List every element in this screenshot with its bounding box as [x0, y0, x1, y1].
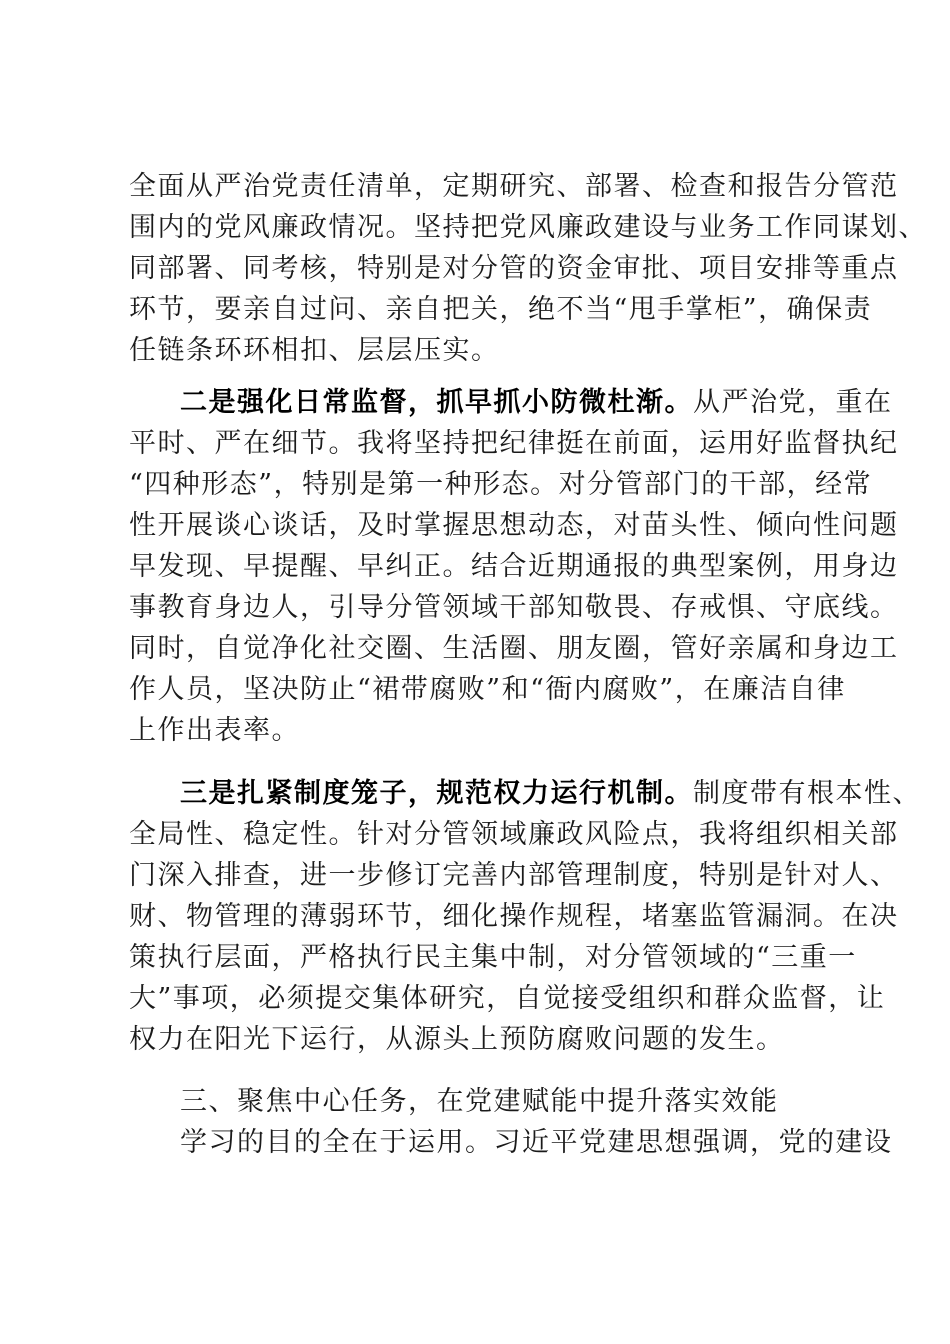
paragraph-heading: 三是扎紧制度笼子，规范权力运行机制。 [180, 778, 693, 809]
text-run: 制度带有根本性、 [693, 778, 921, 809]
text-line: 环节，要亲自过问、亲自把关，绝不当“甩手掌柜”，确保责 [129, 294, 873, 325]
text-run: 从严治党，重在 [693, 387, 893, 418]
text-line: 财、物管理的薄弱环节，细化操作规程，堵塞监管漏洞。在决 [129, 901, 899, 932]
paragraph-first-line [180, 384, 893, 422]
paragraph-first-line [180, 775, 921, 813]
text-line: 任链条环环相扣、层层压实。 [129, 335, 500, 366]
section-heading: 三、聚焦中心任务，在党建赋能中提升落实效能 [180, 1086, 779, 1117]
paragraph-heading: 二是强化日常监督，抓早抓小防微杜渐。 [180, 387, 693, 418]
text-line: 同时，自觉净化社交圈、生活圈、朋友圈，管好亲属和身边工 [129, 633, 899, 664]
text-line: 同部署、同考核，特别是对分管的资金审批、项目安排等重点 [129, 253, 899, 284]
text-line: 权力在阳光下运行，从源头上预防腐败问题的发生。 [129, 1024, 785, 1055]
text-line: 早发现、早提醒、早纠正。结合近期通报的典型案例，用身边 [129, 551, 899, 582]
text-line: 性开展谈心谈话，及时掌握思想动态，对苗头性、倾向性问题 [129, 510, 899, 541]
text-line: 事教育身边人，引导分管领域干部知敬畏、存戒惧、守底线。 [129, 592, 899, 623]
text-line: 大”事项，必须提交集体研究，自觉接受组织和群众监督，让 [129, 983, 886, 1014]
text-line: 上作出表率。 [129, 715, 300, 746]
text-line: 全局性、稳定性。针对分管领域廉政风险点，我将组织相关部 [129, 819, 899, 850]
text-line: 学习的目的全在于运用。习近平党建思想强调，党的建设 [180, 1127, 893, 1158]
text-line: 作人员，坚决防止“裙带腐败”和“衙内腐败”，在廉洁自律 [129, 674, 846, 705]
text-line: 全面从严治党责任清单，定期研究、部署、检查和报告分管范 [129, 171, 899, 202]
text-line: 策执行层面，严格执行民主集中制，对分管领域的“三重一 [129, 942, 857, 973]
text-line: 门深入排查，进一步修订完善内部管理制度，特别是针对人、 [129, 860, 899, 891]
text-line: 围内的党风廉政情况。坚持把党风廉政建设与业务工作同谋划、 [129, 212, 927, 243]
text-line: 平时、严在细节。我将坚持把纪律挺在前面，运用好监督执纪 [129, 428, 899, 459]
text-line: “四种形态”，特别是第一种形态。对分管部门的干部，经常 [129, 469, 873, 500]
